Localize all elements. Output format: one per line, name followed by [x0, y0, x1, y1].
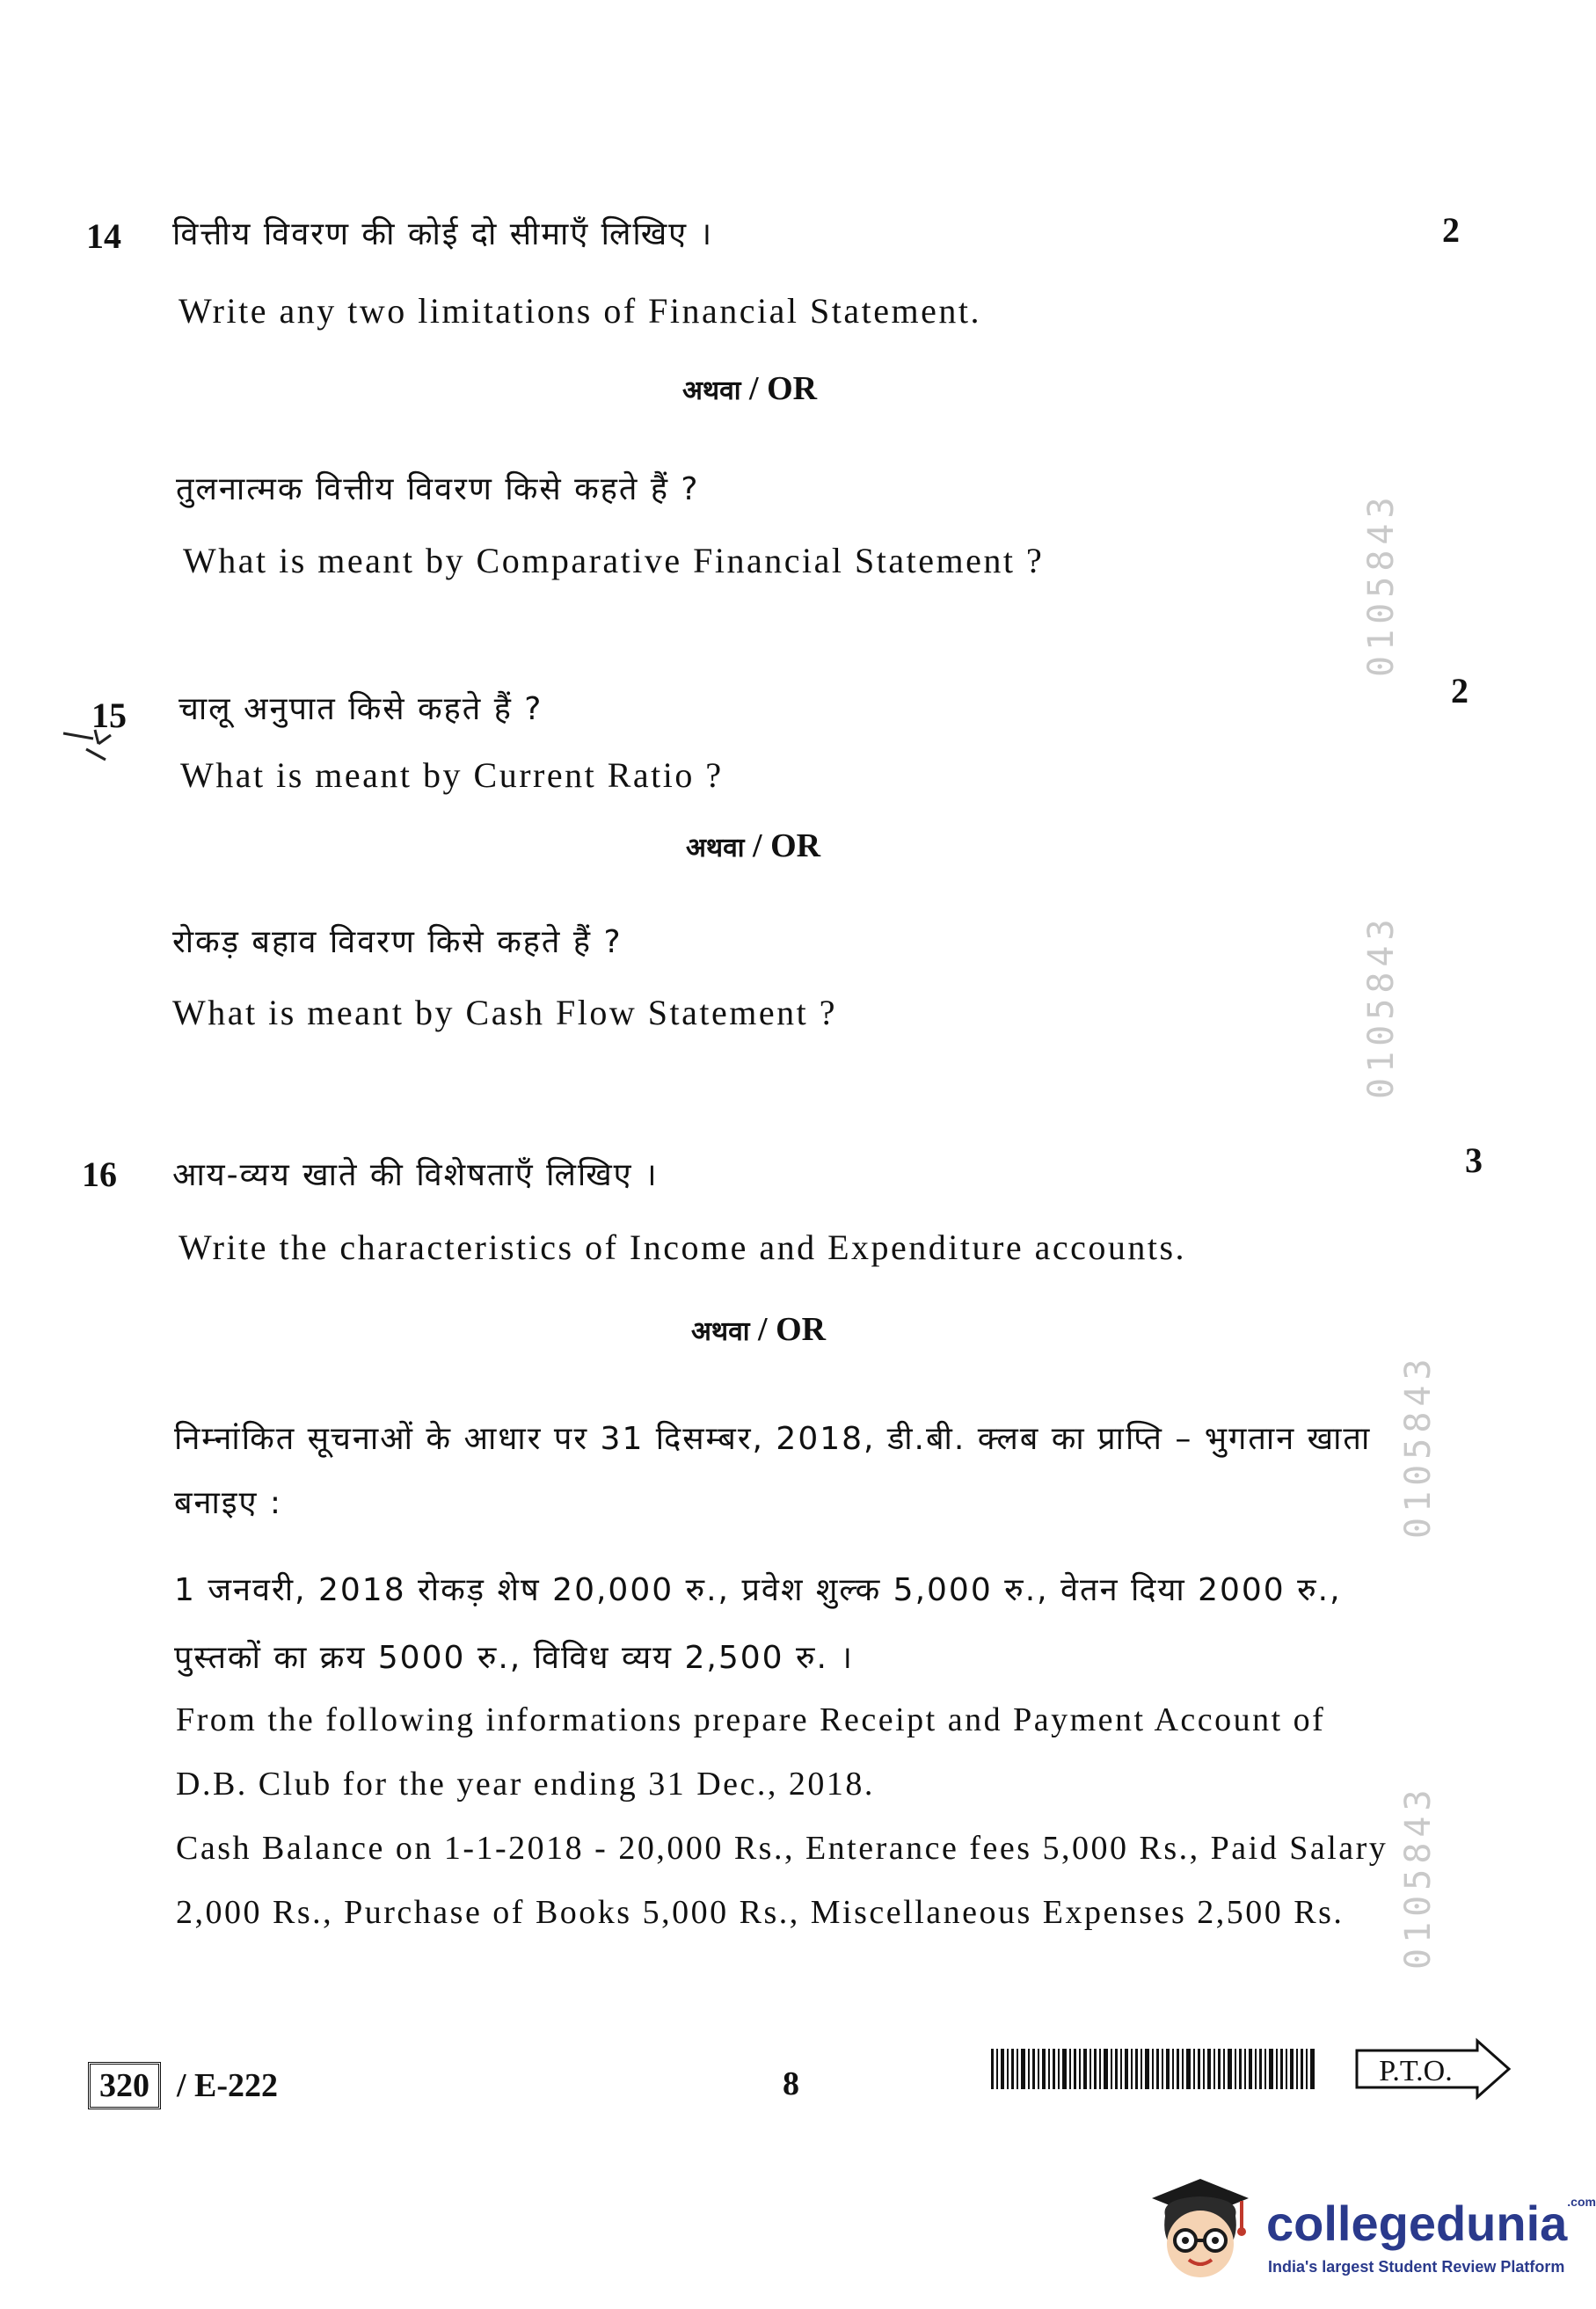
- watermark-serial-3: 0105843: [1398, 1353, 1439, 1539]
- pen-check-mark-icon: [60, 714, 121, 767]
- page-number: 8: [783, 2065, 799, 2102]
- question-16-alt-hindi-intro: निम्नांकित सूचनाओं के आधार पर 31 दिसम्बर, 2018, डी.बी. क्लब का प्राप्ति – भुगतान खाता बनाइए :: [174, 1421, 1372, 1521]
- logo-name: collegedunia: [1266, 2196, 1568, 2251]
- question-15-alt-hindi: रोकड़ बहाव विवरण किसे कहते हैं ?: [172, 924, 623, 960]
- question-15-alt-english: What is meant by Cash Flow Statement ?: [172, 993, 837, 1032]
- footer-paper-code: [88, 2062, 278, 2109]
- or-label-hindi: अथवा: [682, 375, 741, 406]
- question-14-alt-english: What is meant by Comparative Financial Statement ?: [183, 541, 1045, 580]
- watermark-serial-1: 0105843: [1361, 492, 1402, 677]
- question-16-alt-hindi-details: 1 जनवरी, 2018 रोकड़ शेष 20,000 रु., प्रवेश शुल्क 5,000 रु., वेतन दिया 2000 रु., पुस्तकों का क्रय 5000 रु., विविध व्यय 2,500 रु. ।: [174, 1572, 1342, 1676]
- logo-suffix: .com: [1567, 2195, 1596, 2209]
- question-14-marks: 2: [1442, 210, 1460, 250]
- question-number-14: 14: [86, 216, 121, 256]
- question-15-marks: 2: [1451, 671, 1468, 710]
- question-16-or-divider: [691, 1310, 826, 1349]
- question-15-hindi: चालू अनुपात किसे कहते हैं ?: [179, 691, 543, 727]
- barcode-icon: [991, 2049, 1316, 2089]
- or-label-english: / OR: [749, 370, 818, 407]
- question-16-english: Write the characteristics of Income and Expenditure accounts.: [179, 1227, 1187, 1267]
- question-15-or-divider: [686, 827, 820, 865]
- pto-label: P.T.O.: [1379, 2055, 1453, 2087]
- paper-series: / E-222: [177, 2067, 279, 2104]
- question-14-english: Write any two limitations of Financial Statement.: [179, 291, 981, 331]
- watermark-serial-2: 0105843: [1361, 914, 1402, 1099]
- or-label-hindi: अथवा: [691, 1316, 750, 1347]
- pto-arrow: [1354, 2038, 1512, 2100]
- question-16-alt-english-details: Cash Balance on 1-1-2018 - 20,000 Rs., Enterance fees 5,000 Rs., Paid Salary 2,000 Rs., Purchase of Books 5,000 Rs., Miscellaneous Expenses 2,500 Rs.: [176, 1830, 1388, 1931]
- question-14-hindi: वित्तीय विवरण की कोई दो सीमाएँ लिखिए ।: [172, 216, 714, 252]
- paper-code-box: 320: [88, 2062, 161, 2109]
- question-16-hindi: आय-व्यय खाते की विशेषताएँ लिखिए ।: [172, 1157, 659, 1193]
- or-label-hindi: अथवा: [686, 833, 745, 863]
- collegedunia-logo: [1143, 2163, 1596, 2295]
- question-16-marks: 3: [1465, 1140, 1483, 1180]
- question-15-english: What is meant by Current Ratio ?: [180, 755, 724, 795]
- question-14-or-divider: [682, 369, 817, 408]
- watermark-serial-4: 0105843: [1398, 1784, 1439, 1970]
- question-14-alt-hindi: तुलनात्मक वित्तीय विवरण किसे कहते हैं ?: [176, 471, 700, 507]
- question-number-16: 16: [82, 1154, 117, 1194]
- question-number-15: 15: [91, 696, 127, 735]
- student-mascot-icon: [1143, 2163, 1257, 2295]
- question-16-alt-english-intro: From the following informations prepare Receipt and Payment Account of D.B. Club for the year ending 31 Dec., 2018.: [176, 1701, 1326, 1803]
- logo-tagline: India's largest Student Review Platform: [1268, 2258, 1565, 2276]
- or-label-english: / OR: [753, 827, 821, 864]
- or-label-english: / OR: [758, 1311, 827, 1348]
